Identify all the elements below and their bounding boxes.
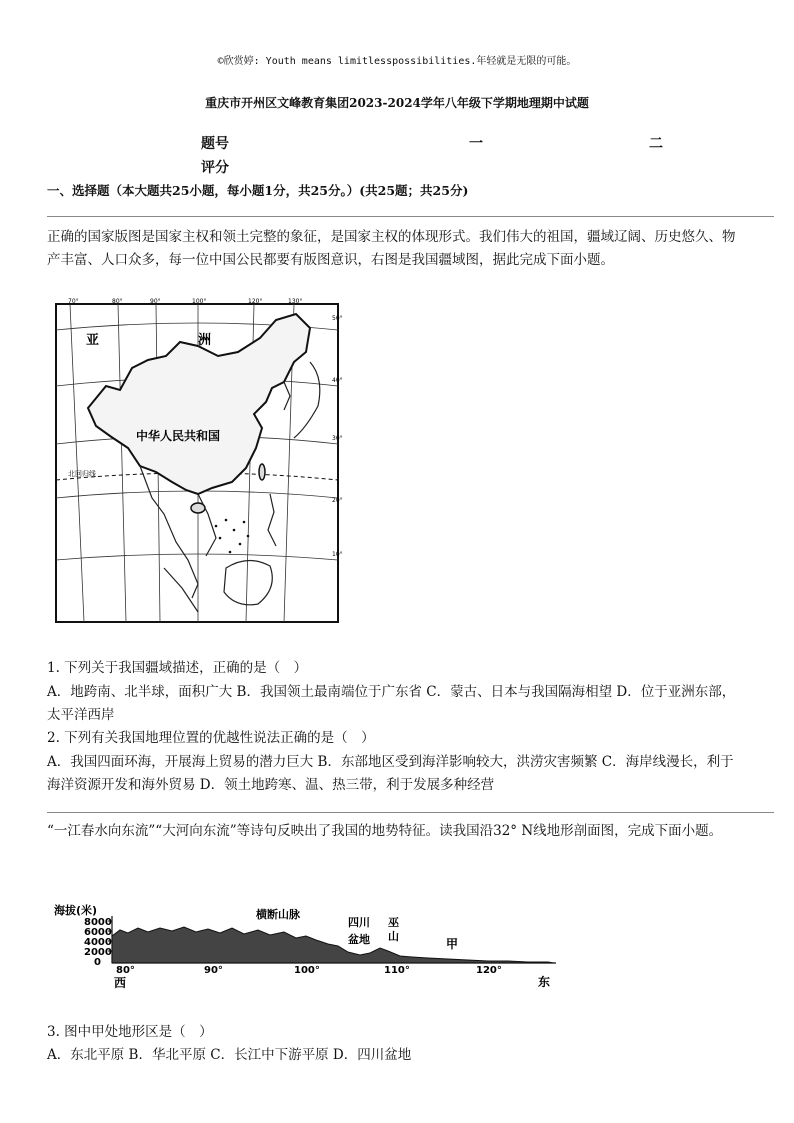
- score-table-score-label: 评分: [201, 160, 229, 176]
- score-table-col-1: 一: [469, 136, 483, 152]
- map-lat-label: 10°: [332, 551, 343, 558]
- section-heading: 一、选择题（本大题共25小题，每小题1分，共25分。）(共25题；共25分): [47, 183, 469, 198]
- question-2-options: A．我国四面环海，开展海上贸易的潜力巨大 B．东部地区受到海洋影响较大，洪涝灾害频繁 C．海岸线漫长，利于海洋资源开发和海外贸易 D．领土地跨寒、温、热三带，利于发展多种经营: [47, 754, 734, 793]
- map-lon-label: 80°: [112, 298, 123, 305]
- question-1-options: A．地跨南、北半球，面积广大 B．我国领土最南端位于广东省 C．蒙古、日本与我国隔海相望 D．位于亚洲东部，太平洋西岸: [47, 684, 736, 723]
- profile-label-wushan-2: 山: [388, 930, 399, 943]
- map-lon-label: 130°: [288, 298, 303, 305]
- profile-east: 东: [538, 975, 551, 989]
- map-label-asia-2: 洲: [198, 333, 212, 348]
- question-3-stem: 3. 图中甲处地形区是（ ）: [47, 1024, 213, 1040]
- question-3-options: A．东北平原 B．华北平原 C．长江中下游平原 D．四川盆地: [47, 1047, 412, 1063]
- watermark: ©欣赏婷: Youth means limitlesspossibilities.年轻就是无限的可能。: [217, 56, 577, 67]
- terrain-profile-32n: [48, 898, 568, 990]
- profile-xtick: 110°: [384, 965, 410, 976]
- profile-xtick: 100°: [294, 965, 320, 976]
- passage-1: 正确的国家版图是国家主权和领土完整的象征，是国家主权的体现形式。我们伟大的祖国，疆域辽阔、历史悠久、物产丰富、人口众多，每一位中国公民都要有版图意识，右图是我国疆域图，据此完成下面小题。: [47, 229, 736, 268]
- map-lon-label: 120°: [248, 298, 263, 305]
- profile-ytick: 0: [94, 957, 101, 968]
- profile-ytick: 2000: [84, 947, 112, 958]
- passage-2: “一江春水向东流”“大河向东流”等诗句反映出了我国的地势特征。读我国沿32° N线地形剖面图，完成下面小题。: [47, 823, 723, 839]
- map-lat-label: 50°: [332, 315, 343, 322]
- exam-title: 重庆市开州区文峰教育集团2023-2024学年八年级下学期地理期中试题: [205, 96, 589, 110]
- china-territory-map: [48, 298, 348, 628]
- profile-ytick: 4000: [84, 937, 112, 948]
- map-label-asia-1: 亚: [86, 333, 100, 348]
- profile-label-jia: 甲: [446, 937, 459, 951]
- profile-west: 西: [114, 976, 127, 990]
- question-1-stem: 1. 下列关于我国疆域描述，正确的是（ ）: [47, 660, 308, 676]
- map-lat-label: 30°: [332, 435, 343, 442]
- profile-ytick: 6000: [84, 927, 112, 938]
- divider: [47, 812, 774, 813]
- profile-xtick: 120°: [476, 965, 502, 976]
- map-label-country: 中华人民共和国: [136, 429, 221, 443]
- profile-ylabel: 海拔(米): [54, 904, 98, 917]
- profile-label-wushan-1: 巫: [388, 916, 399, 929]
- profile-label-sichuan-1: 四川: [348, 916, 370, 929]
- map-lat-label: 20°: [332, 497, 343, 504]
- map-lat-label: 40°: [332, 377, 343, 384]
- divider: [47, 216, 774, 217]
- score-table-col-2: 二: [649, 136, 663, 152]
- map-lon-label: 70°: [68, 298, 79, 305]
- question-2-stem: 2. 下列有关我国地理位置的优越性说法正确的是（ ）: [47, 730, 375, 746]
- score-table-row-label: 题号: [201, 136, 229, 152]
- profile-label-sichuan-2: 盆地: [348, 933, 370, 946]
- profile-label-hengduan: 横断山脉: [256, 908, 300, 921]
- profile-xtick: 90°: [204, 965, 223, 976]
- profile-ytick: 8000: [84, 917, 112, 928]
- map-lon-label: 90°: [150, 298, 161, 305]
- map-label-tropic: 北回归线: [68, 470, 96, 478]
- profile-xtick: 80°: [116, 965, 135, 976]
- map-lon-label: 100°: [192, 298, 207, 305]
